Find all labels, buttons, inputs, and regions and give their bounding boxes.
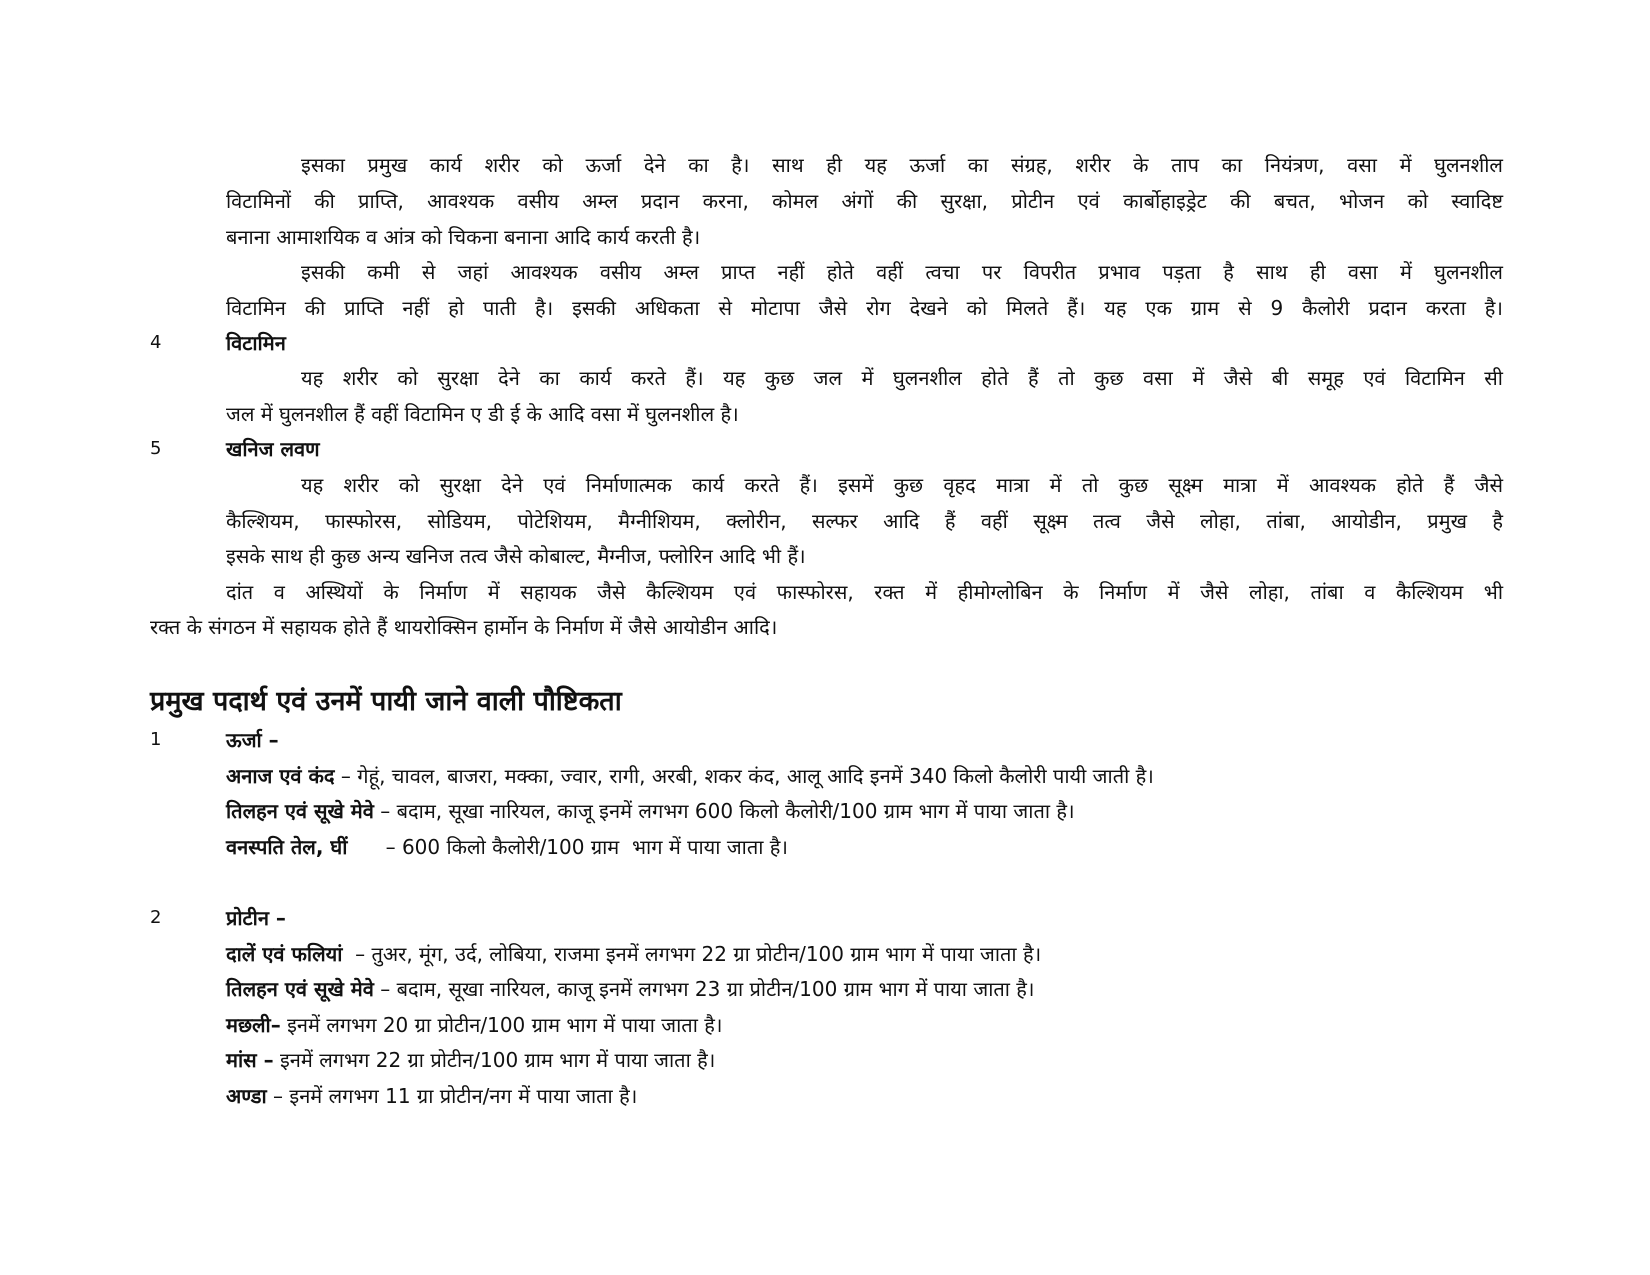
item-text: – गेहूं, चावल, बाजरा, मक्का, ज्वार, रागी, अरबी, शकर कंद, आलू आदि इनमें 340 किलो कैलोरी पायी जाती है। [334,764,1154,788]
list-item [226,1045,715,1075]
item-text: इनमें लगभग 22 ग्रा प्रोटीन/100 ग्राम भाग में पाया जाता है। [273,1048,716,1072]
section-number: 1 [150,729,162,750]
paragraph-line: यह शरीर को सुरक्षा देने एवं निर्माणात्मक कार्य करते हैं। इसमें कुछ वृहद मात्रा में तो कुछ सूक्ष्म मात्रा में आवश्यक होते हैं जैसे [301,473,1503,497]
item-label: तिलहन एवं सूखे मेवे [226,977,374,1001]
page-title: प्रमुख पदार्थ एवं उनमें पायी जाने वाली पौष्टिकता [150,686,622,717]
item-text: – तुअर, मूंग, उर्द, लोबिया, राजमा इनमें लगभग 22 ग्रा प्रोटीन/100 ग्राम भाग में पाया जाता है। [342,942,1042,966]
paragraph-line: कैल्शियम, फास्फोरस, सोडियम, पोटेशियम, मैग्नीशियम, क्लोरीन, सल्फर आदि हैं वहीं सूक्ष्म तत्व जैसे लोहा, तांबा, आयोडीन, प्रमुख है [226,509,1503,533]
paragraph-line: दांत व अस्थियों के निर्माण में सहायक जैसे कैल्शियम एवं फास्फोरस, रक्त में हीमोग्लोबिन के निर्माण में जैसे लोहा, तांबा व कैल्शियम भी [226,580,1503,604]
paragraph-line: इसके साथ ही कुछ अन्य खनिज तत्व जैसे कोबाल्ट, मैग्नीज, फ्लोरिन आदि भी हैं। [226,544,806,568]
list-item [226,832,788,862]
item-label: अनाज एवं कंद [226,764,335,788]
item-text: – बदाम, सूखा नारियल, काजू इनमें लगभग 23 ग्रा प्रोटीन/100 ग्राम भाग में पाया जाता है। [373,977,1035,1001]
section-number: 5 [150,438,162,459]
item-text: इनमें लगभग 20 ग्रा प्रोटीन/100 ग्राम भाग में पाया जाता है। [280,1013,723,1037]
list-item [226,1081,637,1111]
section-heading: प्रोटीन – [226,906,286,930]
item-label: अण्डा [226,1084,267,1108]
list-item [226,939,1041,969]
section-heading: विटामिन [226,331,286,355]
paragraph-line: विटामिनों की प्राप्ति, आवश्यक वसीय अम्ल प्रदान करना, कोमल अंगों की सुरक्षा, प्रोटीन एवं कार्बोहाइड्रेट की बचत, भोजन को स्वादिष्ट [226,189,1503,213]
section-heading: ऊर्जा – [226,728,279,752]
item-label: मांस – [226,1048,274,1072]
section-number: 2 [150,907,162,928]
paragraph-line: इसका प्रमुख कार्य शरीर को ऊर्जा देने का है। साथ ही यह ऊर्जा का संग्रह, शरीर के ताप का नियंत्रण, वसा में घुलनशील [301,153,1503,177]
paragraph-line: जल में घुलनशील हैं वहीं विटामिन ए डी ई के आदि वसा में घुलनशील है। [226,402,739,426]
list-item [226,1010,722,1040]
paragraph-line: रक्त के संगठन में सहायक होते हैं थायरोक्सिन हार्मोन के निर्माण में जैसे आयोडीन आदि। [150,615,778,639]
item-text: – बदाम, सूखा नारियल, काजू इनमें लगभग 600 किलो कैलोरी/100 ग्राम भाग में पाया जाता है। [373,799,1075,823]
item-text: – इनमें लगभग 11 ग्रा प्रोटीन/नग में पाया जाता है। [266,1084,638,1108]
list-item [226,974,1035,1004]
section-heading: खनिज लवण [226,437,320,461]
paragraph-line: इसकी कमी से जहां आवश्यक वसीय अम्ल प्राप्त नहीं होते वहीं त्वचा पर विपरीत प्रभाव पड़ता है साथ ही वसा में घुलनशील [301,260,1503,284]
item-label: तिलहन एवं सूखे मेवे [226,799,374,823]
item-text: – 600 किलो कैलोरी/100 ग्राम भाग में पाया जाता है। [347,835,788,859]
paragraph-line: बनाना आमाशयिक व आंत्र को चिकना बनाना आदि कार्य करती है। [226,225,701,249]
paragraph-line: विटामिन की प्राप्ति नहीं हो पाती है। इसकी अधिकता से मोटापा जैसे रोग देखने को मिलते हैं। यह एक ग्राम से 9 कैलोरी प्रदान करता है। [226,296,1503,320]
paragraph-line: यह शरीर को सुरक्षा देने का कार्य करते हैं। यह कुछ जल में घुलनशील होते हैं तो कुछ वसा में जैसे बी समूह एवं विटामिन सी [301,366,1503,390]
item-label: मछली– [226,1013,281,1037]
item-label: वनस्पति तेल, घीं [226,835,348,859]
section-number: 4 [150,332,162,353]
list-item [226,761,1154,791]
item-label: दालें एवं फलियां [226,942,343,966]
list-item [226,796,1075,826]
